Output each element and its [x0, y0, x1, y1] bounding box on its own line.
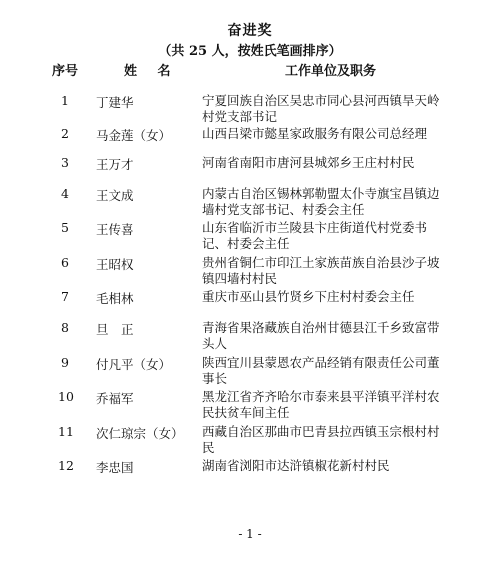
header-name: 姓 名	[124, 64, 179, 79]
person-name: 马金莲（女）	[96, 128, 172, 143]
work-unit: 西藏自治区那曲市巴青县拉西镇玉宗根村村民	[202, 424, 440, 455]
row-number: 10	[58, 389, 74, 404]
person-name: 王文成	[96, 188, 134, 203]
work-unit: 贵州省铜仁市印江土家族苗族自治县沙子坡镇四墙村村民	[202, 255, 440, 286]
person-name: 毛相林	[96, 291, 134, 306]
work-unit: 重庆市巫山县竹贤乡下庄村村委会主任	[202, 289, 415, 304]
row-number: 1	[61, 93, 69, 108]
row-number: 9	[61, 355, 69, 370]
work-unit: 宁夏回族自治区吴忠市同心县河西镇旱天岭村党支部书记	[202, 93, 440, 124]
work-unit: 黑龙江省齐齐哈尔市泰来县平洋镇平洋村农民扶贫车间主任	[202, 389, 440, 420]
row-number: 8	[61, 320, 69, 335]
row-number: 5	[61, 220, 69, 235]
work-unit: 内蒙古自治区锡林郭勒盟太仆寺旗宝昌镇边墙村党支部书记、村委会主任	[202, 186, 440, 217]
person-name: 付凡平（女）	[96, 357, 172, 372]
work-unit: 青海省果洛藏族自治州甘德县江千乡致富带头人	[202, 320, 440, 351]
row-number: 6	[61, 255, 69, 270]
document-subtitle: （共 25 人，按姓氏笔画排序）	[158, 44, 342, 59]
work-unit: 湖南省浏阳市达浒镇椒花新村村民	[202, 458, 390, 473]
header-work-unit: 工作单位及职务	[285, 64, 377, 79]
person-name: 王传喜	[96, 222, 134, 237]
work-unit: 河南省南阳市唐河县城郊乡王庄村村民	[202, 155, 415, 170]
row-number: 11	[58, 424, 74, 439]
work-unit: 陕西宜川县蒙恩农产品经销有限责任公司董事长	[202, 355, 440, 386]
row-number: 3	[61, 155, 69, 170]
person-name: 旦 正	[96, 322, 134, 337]
row-number: 2	[61, 126, 69, 141]
person-name: 乔福军	[96, 391, 134, 406]
page-number: - 1 -	[238, 527, 262, 541]
person-name: 丁建华	[96, 95, 134, 110]
person-name: 王万才	[96, 157, 134, 172]
person-name: 王昭权	[96, 257, 134, 272]
row-number: 7	[61, 289, 69, 304]
row-number: 4	[61, 186, 69, 201]
header-number: 序号	[52, 64, 79, 79]
person-name: 李忠国	[96, 460, 134, 475]
work-unit: 山西吕梁市懿星家政服务有限公司总经理	[202, 126, 428, 141]
person-name: 次仁琼宗（女）	[96, 426, 184, 441]
document-title: 奋进奖	[227, 23, 273, 39]
row-number: 12	[58, 458, 74, 473]
work-unit: 山东省临沂市兰陵县卞庄街道代村党委书记、村委会主任	[202, 220, 428, 251]
